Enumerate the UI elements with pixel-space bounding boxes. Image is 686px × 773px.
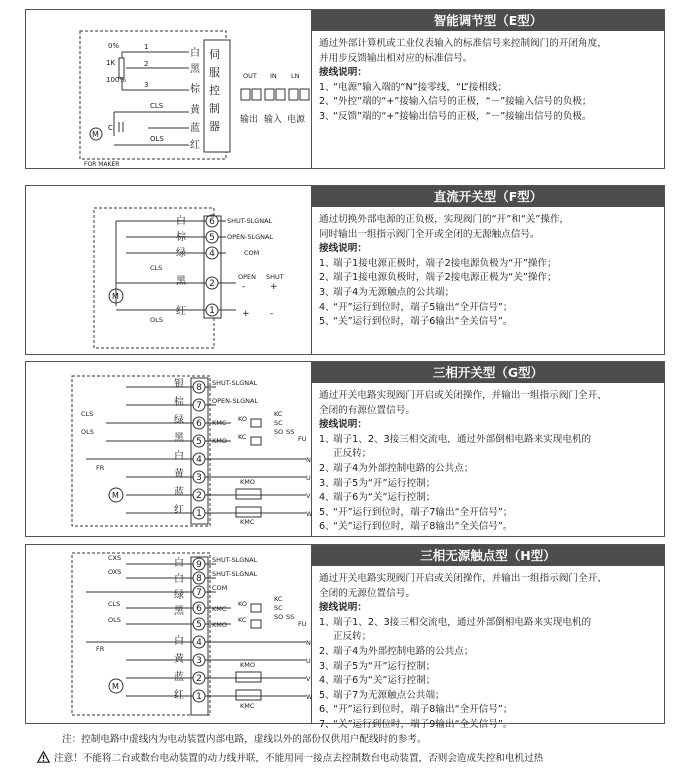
svg-text:2: 2 <box>209 279 215 289</box>
svg-text:N: N <box>306 456 311 464</box>
svg-text:CLS: CLS <box>81 410 94 418</box>
svg-text:1: 1 <box>209 306 215 316</box>
intro-line: 通过开关电路实现阀门开启或关闭操作，并输出一组指示阀门全开、 <box>319 573 607 584</box>
svg-text:SC: SC <box>274 419 283 427</box>
svg-text:V: V <box>306 492 311 500</box>
svg-text:白: 白 <box>174 558 184 569</box>
svg-text:M: M <box>112 292 119 301</box>
list-item: 5、 端子7为无源触点公共端； <box>319 689 445 701</box>
wiring-subtitle: 接线说明： <box>319 602 367 614</box>
svg-text:6: 6 <box>209 217 215 227</box>
svg-text:100%: 100% <box>106 76 127 84</box>
wiring-subtitle: 接线说明： <box>319 243 367 255</box>
svg-text:输出: 输出 <box>240 115 259 125</box>
svg-text:4: 4 <box>196 455 202 465</box>
svg-text:SC: SC <box>274 604 283 612</box>
intro-line: 通过外部计算机或工业仪表输入的标准信号来控制阀门的开闭角度， <box>319 38 607 49</box>
svg-text:伺: 伺 <box>209 48 220 61</box>
svg-text:棕: 棕 <box>176 232 186 243</box>
svg-text:红: 红 <box>190 140 200 151</box>
svg-text:6: 6 <box>196 419 202 429</box>
svg-text:OLS: OLS <box>150 316 163 324</box>
svg-text:OXS: OXS <box>108 568 122 576</box>
svg-text:控: 控 <box>209 84 220 97</box>
diagram-g <box>26 362 312 536</box>
svg-text:白: 白 <box>190 48 200 59</box>
svg-text:5: 5 <box>196 620 202 630</box>
svg-text:黄: 黄 <box>190 105 200 116</box>
svg-text:W: W <box>306 693 312 701</box>
svg-text:COM: COM <box>212 584 228 592</box>
svg-text:8: 8 <box>196 574 202 584</box>
text-h <box>312 545 664 730</box>
list-item: 3、 端子5为“开”运行控制； <box>319 477 436 489</box>
section-h <box>25 544 665 730</box>
svg-text:绿: 绿 <box>176 248 186 259</box>
svg-text:1: 1 <box>196 509 202 519</box>
wiring-diagram-f <box>26 186 312 354</box>
list-item: 5、 “关”运行到位时，端子6输出“全关信号”。 <box>319 316 513 328</box>
svg-text:SHUT-SLGNAL: SHUT-SLGNAL <box>212 379 258 387</box>
list-item: 4、 端子6为“关”运行控制； <box>319 675 436 687</box>
list-item: 正反转； <box>333 631 372 643</box>
svg-text:2: 2 <box>144 60 149 68</box>
list-item: 3、 端子5为“开”运行控制； <box>319 660 436 672</box>
list-item: 正反转； <box>333 448 372 460</box>
svg-text:3: 3 <box>196 656 202 666</box>
section-title: 三相无源触点型（H型） <box>312 545 664 566</box>
svg-text:0%: 0% <box>108 42 120 50</box>
text-f <box>312 186 664 354</box>
text-e <box>312 10 664 168</box>
svg-text:OUT: OUT <box>243 72 257 80</box>
svg-text:CXS: CXS <box>108 554 122 562</box>
intro-line: 并用步反馈输出相对应的标准信号。 <box>319 52 473 64</box>
svg-text:IN: IN <box>270 72 277 80</box>
svg-text:9: 9 <box>196 560 202 570</box>
svg-text:SHUT-SLGNAL: SHUT-SLGNAL <box>212 570 258 578</box>
svg-text:绿: 绿 <box>174 590 184 601</box>
intro-line: 通过切换外部电源的正负极，实现阀门的“开”和“关”操作， <box>319 214 570 225</box>
list-item: 7、 “关”运行到位时，端子9输出“全关信号”。 <box>319 718 513 730</box>
svg-text:白: 白 <box>176 216 186 227</box>
svg-text:KMC: KMC <box>240 702 255 710</box>
svg-text:红: 红 <box>174 505 184 516</box>
svg-text:7: 7 <box>196 401 202 411</box>
section-title: 三相开关型（G型） <box>312 362 664 383</box>
svg-text:OLS: OLS <box>150 135 164 143</box>
list-item: 1、 端子1接电源正极时，端子2接电源负极为“开”操作； <box>319 257 557 269</box>
svg-text:C: C <box>108 124 113 132</box>
svg-text:U: U <box>306 474 311 482</box>
svg-text:KO: KO <box>238 600 248 608</box>
svg-text:SHUT: SHUT <box>266 273 284 281</box>
svg-text:1K: 1K <box>106 59 116 67</box>
wiring-subtitle: 接线说明： <box>319 419 367 431</box>
svg-text:输入: 输入 <box>264 115 283 125</box>
svg-text:黑: 黑 <box>190 64 200 75</box>
svg-text:3: 3 <box>144 81 149 89</box>
svg-text:COM: COM <box>244 249 260 257</box>
svg-text:OLS: OLS <box>81 428 94 436</box>
svg-text:FU: FU <box>298 435 307 443</box>
svg-text:SHUT-SLGNAL: SHUT-SLGNAL <box>212 556 258 564</box>
svg-text:3: 3 <box>196 473 202 483</box>
svg-text:CLS: CLS <box>150 264 163 272</box>
svg-text:1: 1 <box>144 43 149 51</box>
warning-line <box>37 750 543 764</box>
svg-text:黑: 黑 <box>176 276 186 287</box>
svg-text:SS: SS <box>286 428 295 436</box>
svg-text:FOR MAKER: FOR MAKER <box>84 161 120 168</box>
list-item: 2、 端子4为外部控制电路的公共点； <box>319 645 474 657</box>
svg-text:SS: SS <box>286 613 295 621</box>
svg-text:LN: LN <box>291 72 300 80</box>
svg-text:OPEN-SLGNAL: OPEN-SLGNAL <box>227 233 274 241</box>
svg-text:KC: KC <box>274 410 283 418</box>
svg-text:M: M <box>112 682 119 691</box>
list-item: 3、 端子4为无源触点的公共端； <box>319 286 455 298</box>
svg-text:黄: 黄 <box>174 469 184 480</box>
section-e <box>25 9 665 169</box>
section-title: 直流开关型（F型） <box>312 186 664 207</box>
footnote: 注：控制电路中虚线内为电动装置内部电路，虚线以外的部份仅供用户配线时的参考。 <box>62 734 427 745</box>
section-title: 智能调节型（E型） <box>312 10 664 31</box>
list-item: 1、 “电源”输入端的“N”接零线，“L”接相线； <box>319 81 508 93</box>
svg-text:白: 白 <box>174 574 184 585</box>
svg-text:CLS: CLS <box>150 102 164 110</box>
svg-text:KC: KC <box>238 616 247 624</box>
svg-text:KO: KO <box>238 415 248 423</box>
warning-text: 注意！不能将二台或数台电动装置的动力线并联，不能用同一接点去控制数台电动装置，否则会造成失控和电机过热 <box>54 753 544 764</box>
svg-text:蓝: 蓝 <box>174 487 184 498</box>
svg-text:制: 制 <box>209 102 220 115</box>
svg-text:CLS: CLS <box>108 600 121 608</box>
list-item: 4、 “开”运行到位时，端子5输出“全开信号”； <box>319 301 513 313</box>
text-g <box>312 362 664 536</box>
diagram-h <box>26 545 312 723</box>
svg-text:V: V <box>306 675 311 683</box>
svg-text:4: 4 <box>209 249 215 259</box>
svg-text:KMO: KMO <box>212 437 227 445</box>
wiring-diagram-h <box>26 545 312 723</box>
svg-text:5: 5 <box>209 233 215 243</box>
svg-text:红: 红 <box>174 690 184 701</box>
svg-text:2: 2 <box>196 491 202 501</box>
wiring-subtitle: 接线说明： <box>319 67 367 79</box>
wiring-diagram-g <box>26 362 312 536</box>
svg-text:-: - <box>270 309 274 319</box>
intro-line: 同时输出一组指示阀门全开或全闭的无源触点信号。 <box>319 228 540 240</box>
svg-text:电源: 电源 <box>287 115 306 125</box>
diagram-f <box>26 186 312 354</box>
svg-text:W: W <box>306 510 312 518</box>
svg-text:1: 1 <box>196 692 202 702</box>
svg-text:KMO: KMO <box>212 621 227 629</box>
svg-text:4: 4 <box>196 638 202 648</box>
list-item: 6、 “关”运行到位时，端子8输出“全关信号”。 <box>319 521 513 533</box>
intro-line: 通过开关电路实现阀门开启或关闭操作，并输出一组指示阀门全开、 <box>319 390 607 401</box>
intro-line: 全闭的无源位置信号。 <box>319 587 415 599</box>
svg-text:器: 器 <box>209 120 220 133</box>
svg-text:2: 2 <box>196 674 202 684</box>
svg-text:+: + <box>242 309 250 319</box>
svg-text:白: 白 <box>174 451 184 462</box>
svg-text:M: M <box>112 491 119 500</box>
diagram-e <box>26 10 312 168</box>
svg-text:OLS: OLS <box>108 616 121 624</box>
svg-text:+: + <box>270 282 278 292</box>
list-item: 1、 端子1、2、3接三相交流电，通过外部倒相电路来实现电机的 <box>319 616 592 628</box>
svg-text:棕: 棕 <box>190 84 200 95</box>
svg-text:SHUT-SLGNAL: SHUT-SLGNAL <box>227 217 273 225</box>
svg-text:FR: FR <box>96 645 105 653</box>
svg-text:白: 白 <box>174 636 184 647</box>
svg-text:红: 红 <box>176 306 186 317</box>
svg-text:KMC: KMC <box>240 518 255 526</box>
svg-text:黑: 黑 <box>174 606 184 617</box>
svg-text:KMO: KMO <box>240 661 255 669</box>
svg-text:7: 7 <box>196 588 202 598</box>
list-item: 3、 “反馈”端的“+”接输出信号的正极，“－”接输出信号的负极。 <box>319 110 592 122</box>
warning-icon <box>37 751 50 763</box>
svg-text:SO: SO <box>274 613 284 621</box>
section-f <box>25 185 665 355</box>
svg-text:KMC: KMC <box>212 605 227 613</box>
svg-text:KC: KC <box>274 595 283 603</box>
svg-text:绿: 绿 <box>174 415 184 426</box>
svg-text:服: 服 <box>209 66 220 79</box>
svg-text:SO: SO <box>274 428 284 436</box>
wiring-diagram-e <box>26 10 312 168</box>
svg-text:5: 5 <box>196 437 202 447</box>
svg-text:KMC: KMC <box>212 419 227 427</box>
list-item: 2、 端子4为外部控制电路的公共点； <box>319 462 474 474</box>
svg-text:M: M <box>92 130 99 139</box>
svg-text:OPEN: OPEN <box>238 273 257 281</box>
svg-text:银: 银 <box>174 379 184 390</box>
section-g <box>25 361 665 537</box>
svg-text:8: 8 <box>196 383 202 393</box>
svg-text:KMO: KMO <box>240 478 255 486</box>
list-item: 6、 “开”运行到位时，端子8输出“全开信号”； <box>319 704 513 716</box>
list-item: 2、 “外控”端的“+”接输入信号的正极，“－”接输入信号的负极； <box>319 96 592 108</box>
svg-text:-: - <box>242 282 246 292</box>
svg-text:棕: 棕 <box>174 397 184 408</box>
svg-text:黄: 黄 <box>174 654 184 665</box>
list-item: 1、 端子1、2、3接三相交流电，通过外部倒相电路来实现电机的 <box>319 433 592 445</box>
intro-line: 全闭的有源位置信号。 <box>319 404 415 416</box>
svg-text:N: N <box>306 639 311 647</box>
svg-text:FR: FR <box>96 464 105 472</box>
svg-text:6: 6 <box>196 604 202 614</box>
svg-text:FU: FU <box>298 620 307 628</box>
svg-text:U: U <box>306 657 311 665</box>
svg-text:蓝: 蓝 <box>190 123 200 134</box>
list-item: 4、 端子6为“关”运行控制； <box>319 492 436 504</box>
svg-text:黑: 黑 <box>174 433 184 444</box>
svg-text:KC: KC <box>238 433 247 441</box>
list-item: 2、 端子1接电源负极时，端子2接电源正极为“关”操作； <box>319 272 557 284</box>
svg-text:蓝: 蓝 <box>174 672 184 683</box>
list-item: 5、 “开”运行到位时，端子7输出“全开信号”； <box>319 506 513 518</box>
svg-text:OPEN-SLGNAL: OPEN-SLGNAL <box>212 397 259 405</box>
